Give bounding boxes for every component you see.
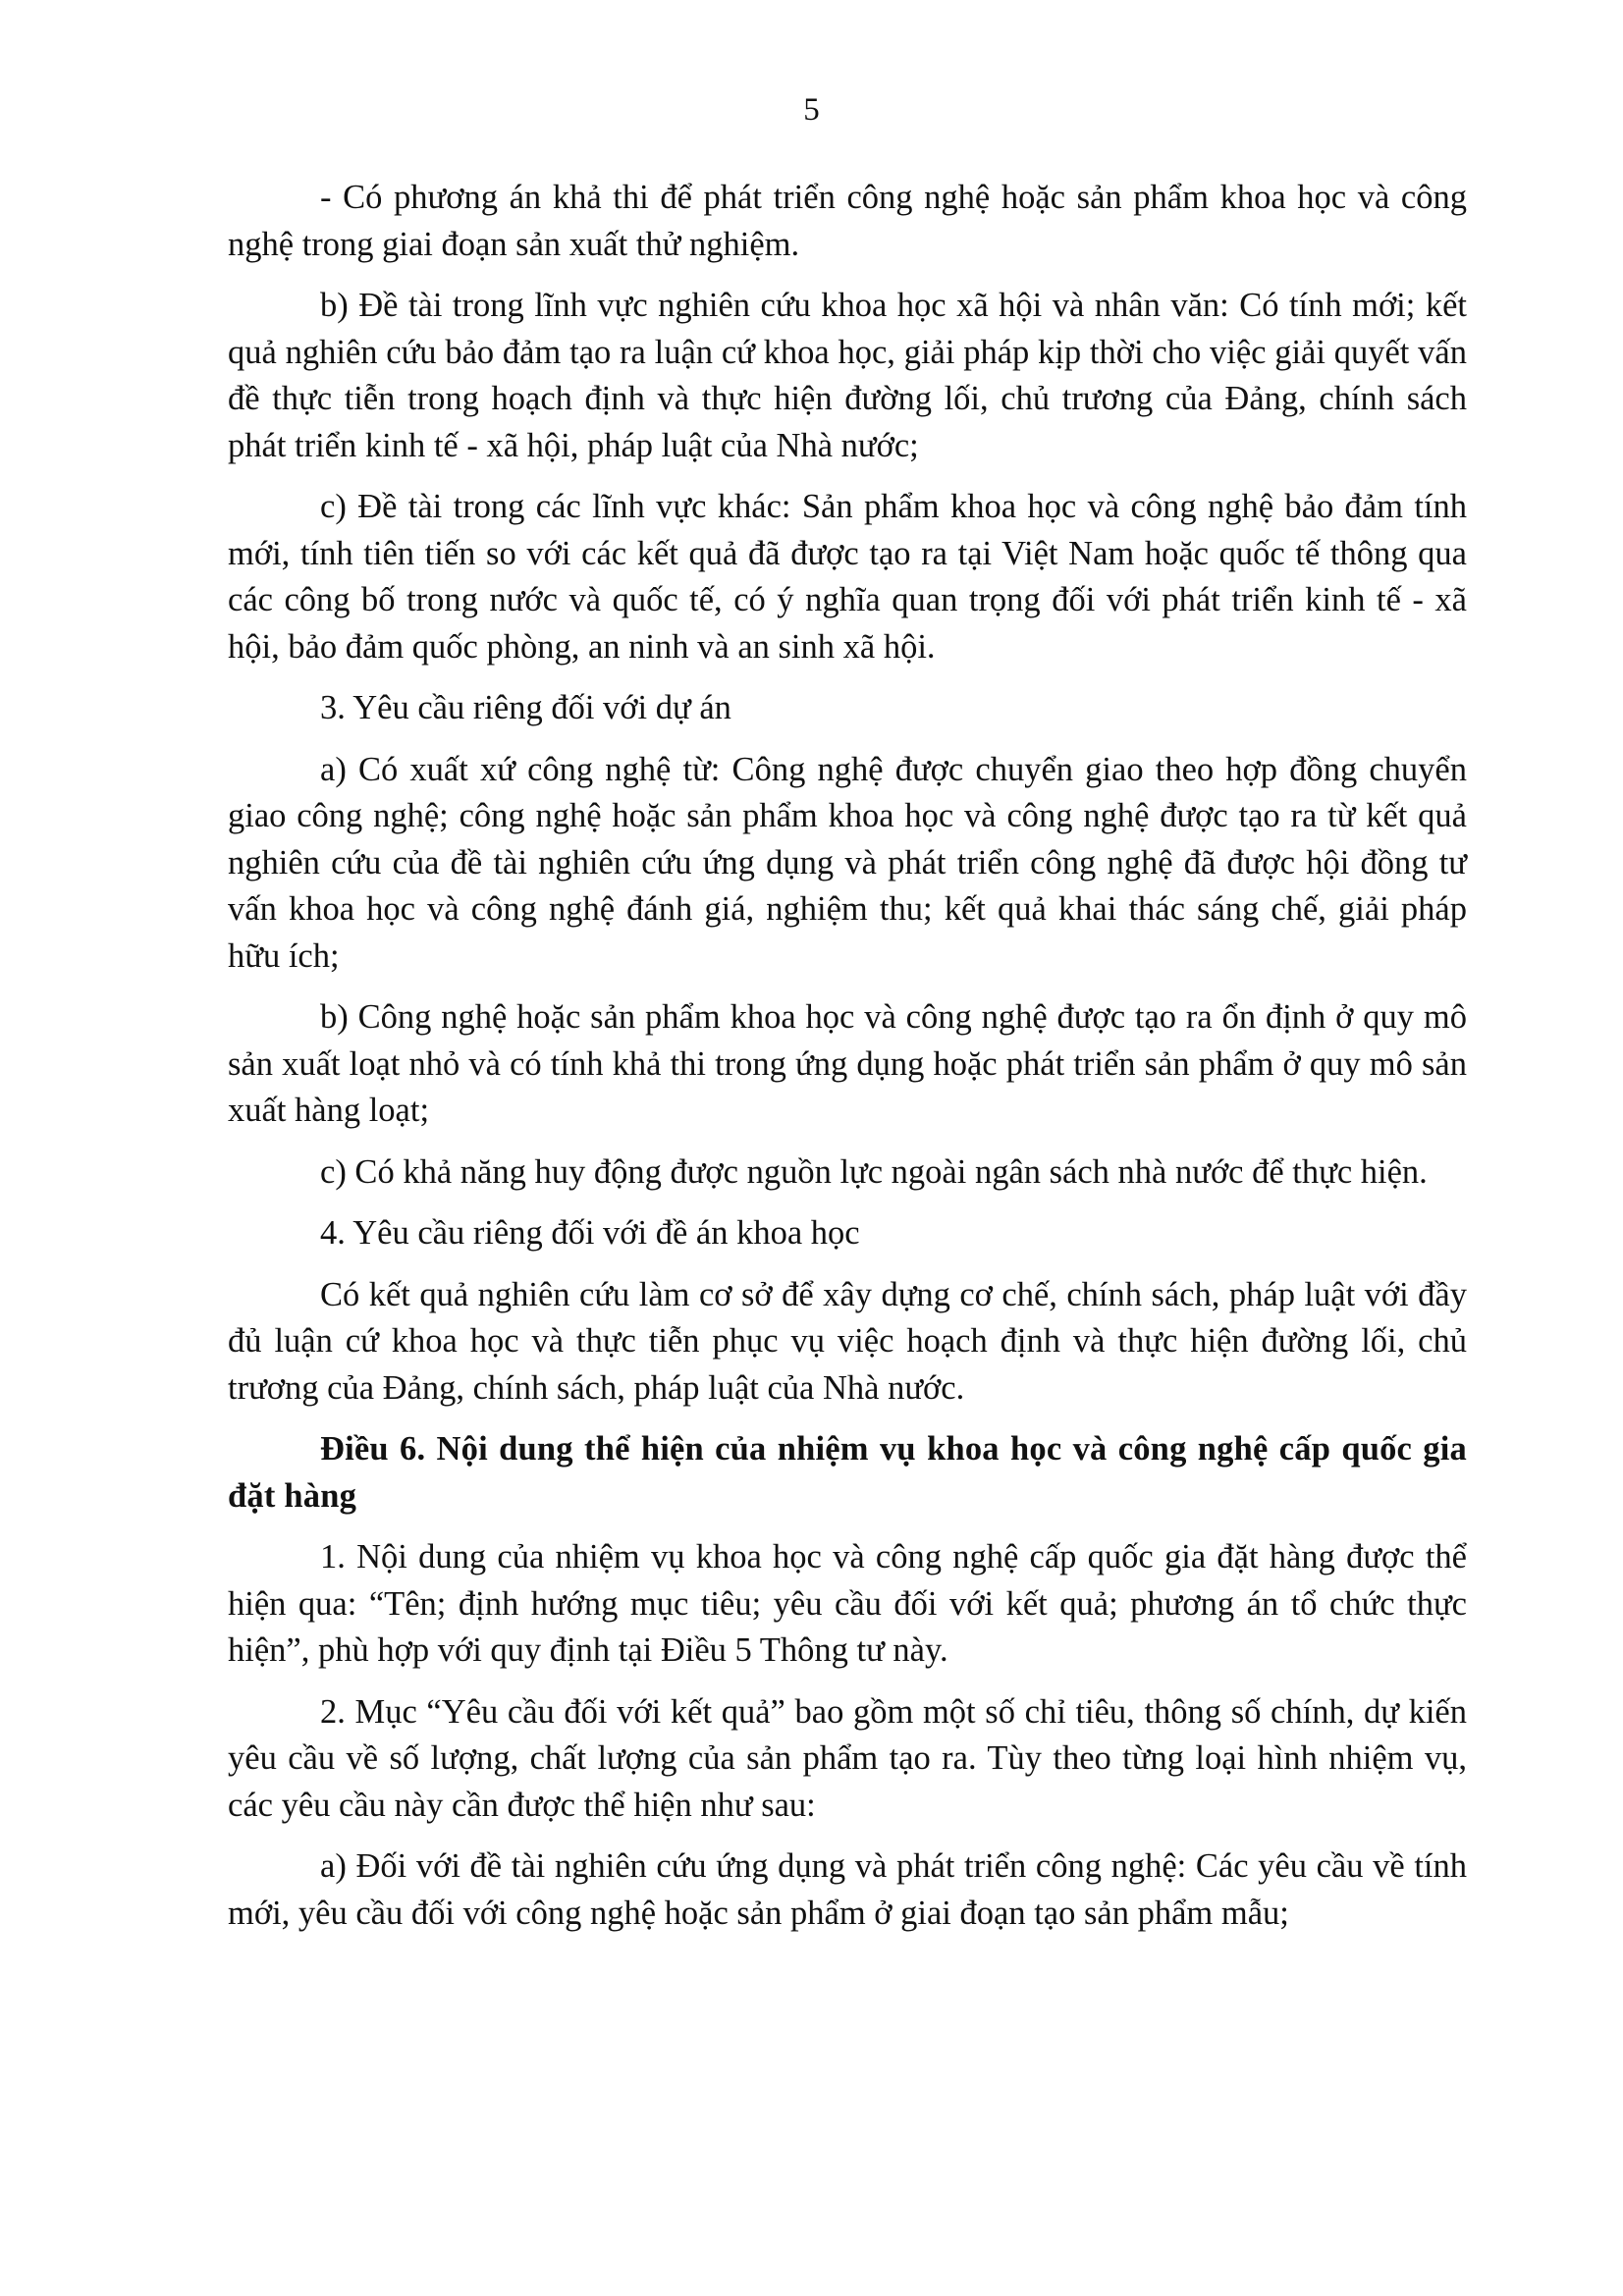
paragraph: 2. Mục “Yêu cầu đối với kết quả” bao gồm một số chỉ tiêu, thông số chính, dự kiến yêu cầu về số lượng, chất lượng của sản phẩm tạo ra. Tùy theo từng loại hình nhiệm vụ, các yêu cầu này cần được thể hiện như sau: — [228, 1692, 1467, 1824]
document-body — [228, 175, 1467, 1951]
paragraph: c) Có khả năng huy động được nguồn lực ngoài ngân sách nhà nước để thực hiện. — [320, 1152, 1428, 1191]
paragraph: Có kết quả nghiên cứu làm cơ sở để xây dựng cơ chế, chính sách, pháp luật với đầy đủ luận cứ khoa học và thực tiễn phục vụ việc hoạch định và thực hiện đường lối, chủ trương của Đảng, chính sách, pháp luật của Nhà nước. — [228, 1275, 1467, 1407]
section-heading: 3. Yêu cầu riêng đối với dự án — [320, 689, 731, 726]
paragraph: - Có phương án khả thi để phát triển công nghệ hoặc sản phẩm khoa học và công nghệ trong giai đoạn sản xuất thử nghiệm. — [228, 179, 1467, 263]
section-heading: 4. Yêu cầu riêng đối với đề án khoa học — [320, 1214, 860, 1252]
paragraph: c) Đề tài trong các lĩnh vực khác: Sản phẩm khoa học và công nghệ bảo đảm tính mới, tính tiên tiến so với các kết quả đã được tạo ra tại Việt Nam hoặc quốc tế thông qua các công bố trong nước và quốc tế, có ý nghĩa quan trọng đối với phát triển kinh tế - xã hội, bảo đảm quốc phòng, an ninh và an sinh xã hội. — [228, 488, 1467, 666]
paragraph: b) Đề tài trong lĩnh vực nghiên cứu khoa học xã hội và nhân văn: Có tính mới; kết quả nghiên cứu bảo đảm tạo ra luận cứ khoa học, giải pháp kịp thời cho việc giải quyết vấn đề thực tiễn trong hoạch định và thực hiện đường lối, chủ trương của Đảng, chính sách phát triển kinh tế - xã hội, pháp luật của Nhà nước; — [228, 287, 1467, 464]
paragraph: a) Đối với đề tài nghiên cứu ứng dụng và phát triển công nghệ: Các yêu cầu về tính mới, yêu cầu đối với công nghệ hoặc sản phẩm ở giai đoạn tạo sản phẩm mẫu; — [228, 1847, 1467, 1932]
paragraph: a) Có xuất xứ công nghệ từ: Công nghệ được chuyển giao theo hợp đồng chuyển giao công nghệ; công nghệ hoặc sản phẩm khoa học và công nghệ được tạo ra từ kết quả nghiên cứu của đề tài nghiên cứu ứng dụng và phát triển công nghệ đã được hội đồng tư vấn khoa học và công nghệ đánh giá, nghiệm thu; kết quả khai thác sáng chế, giải pháp hữu ích; — [228, 750, 1467, 975]
page-number: 5 — [803, 92, 820, 128]
paragraph: 1. Nội dung của nhiệm vụ khoa học và công nghệ cấp quốc gia đặt hàng được thể hiện qua: “Tên; định hướng mục tiêu; yêu cầu đối với kết quả; phương án tổ chức thực hiện”, phù hợp với quy định tại Điều 5 Thông tư này. — [228, 1538, 1467, 1669]
article-heading: Điều 6. Nội dung thể hiện của nhiệm vụ khoa học và công nghệ cấp quốc gia đặt hàng — [228, 1430, 1467, 1515]
paragraph: b) Công nghệ hoặc sản phẩm khoa học và công nghệ được tạo ra ổn định ở quy mô sản xuất loạt nhỏ và có tính khả thi trong ứng dụng hoặc phát triển sản phẩm ở quy mô sản xuất hàng loạt; — [228, 998, 1467, 1129]
